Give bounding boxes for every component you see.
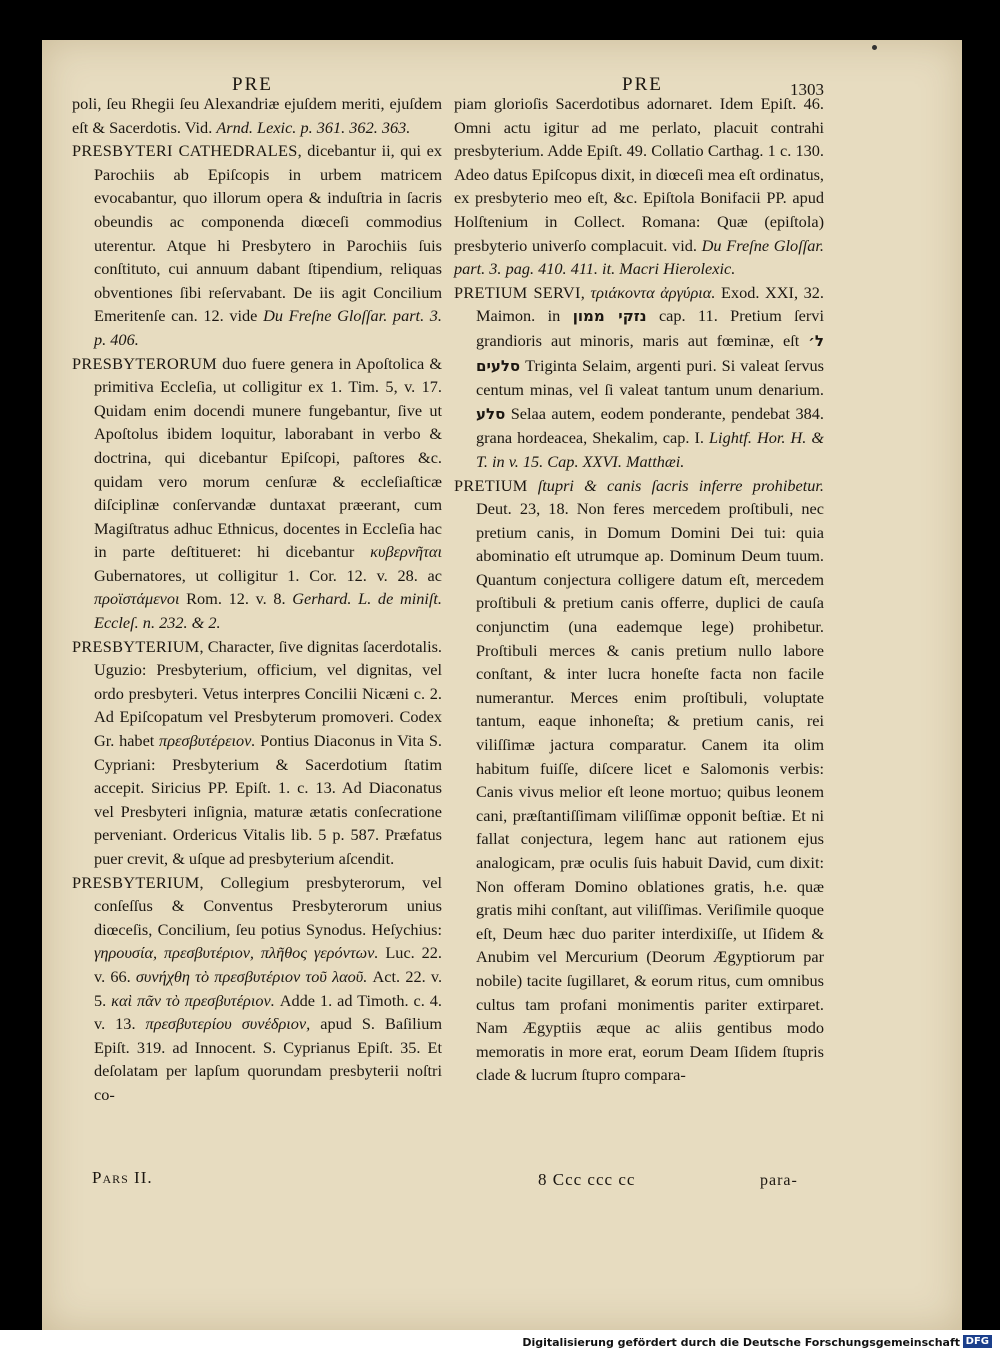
entry-pretium-stupri: PRETIUM ſtupri & canis ſacris inferre prohibetur. Deut. 23, 18. Non feres mercedem proſtibuli, nec pretium canis, in Domum Domini Dei tui: quia abominatio eſt utrumque ap. Dominum Deum tuum. Quantum conjectura colligere datum eſt, mercedem proſtibuli & pretium canis offerre, duplici de cauſa conjunctim (una eademque lege) prohibetur. Proſtibuli merces & canis pretium nullo labore conſtant, & inter lucra honeſte facta non facile numerantur. Merces enim proſtibuli, voluptate tantum, eaque inhoneſta; & pretium canis, rei viliſſimæ jactura comparatur. Canem ita olim habitum fuiſſe, diſcere licet e Salomonis verbis: Canis vivus melior eſt leone mortuo; quibus leonem cani, præſtantiſſimam viliſſimæ opponit beſtiæ. Et ni fallat conjectura, legem hanc aut rationem ejus analogicam, præ oculis ſuis habuit David, cum dixit: Non offeram Domino oblationes gratis, h.e. quæ gratis mihi conſtant, aut viliſſimas. Veriſimile quoque eſt, Deum hæc duo pariter interdixiſſe, ut Iſidem & Anubim vel Mercurium (Deorum Ægyptiorum par nobile) tacite ſugillaret, & eorum ritus, cum omnibus cultus tam profani monimentis pariter extirparet. Nam Ægyptiis æque ac aliis gentibus modo memoratis in more erat, eorum Deam Iſidem ſtupris clade & lucrum ſtupro compara-	[454, 475, 824, 1085]
right-column	[454, 92, 824, 1087]
catchword: para-	[760, 1172, 798, 1189]
page-number: 1303	[790, 80, 824, 99]
signature-mark: 8 Ccc ccc cc	[538, 1170, 636, 1189]
entry-presbyterorum: PRESBYTERORUM duo fuere genera in Apoſtolica & primitiva Eccleſia, ut colligitur ex 1. Tim. 5, v. 17. Quidam enim docendi munere fungebantur, ſive ut Apoſtolus ibidem loquitur, laborabant in verbo & doctrina, qui dicebantur Epiſcopi, paſtores &c. quidam vero morum cenſuræ & eccleſiaſticæ diſciplinæ conſervandæ duntaxat præerant, cum Magiſtratus adhuc Ethnicus, docentes in Eccleſia hac in parte deſtitueret: hi dicebantur κυβερνῆται Gubernatores, ut colligitur 1. Cor. 12. v. 28. ac προϊστάμενοι Rom. 12. v. 8. Gerhard. L. de miniſt. Eccleſ. n. 232. & 2.	[72, 353, 443, 633]
entry-presbyteri-cathedrales: PRESBYTERI CATHEDRALES, dicebantur ii, qui ex Parochiis ab Epiſcopis in urbem matricem evocabantur, quo illorum opera & induſtria in ſacris obeundis ac componenda diœceſi commodius uterentur. Atque hi Presbytero in Parochiis ſuis conſtituto, cui annuum dabant ſtipendium, reliquas obventiones ſibi reſervabant. De iis agit Concilium Emeritenſe can. 12. vide Du Freſne Gloſſar. part. 3. p. 406.	[72, 141, 442, 349]
continuation-paragraph: poli, ſeu Rhegii ſeu Alexandriæ ejuſdem meriti, ejuſdem eſt & Sacerdotis. Vid. Arnd. Lexic. p. 361. 362. 363.	[72, 94, 442, 137]
dfg-logo: DFG	[963, 1335, 992, 1348]
headword: PRESBYTERIUM	[72, 872, 200, 892]
entry-pretium-servi: PRETIUM SERVI, τριάκοντα ἀργύρια. Exod. XXI, 32. Maimon. in נזקי ממון cap. 11. Pretium ſervi grandioris aut minoris, maris aut fœminæ, eſt ל׳ סלעים Triginta Selaim, argenti puri. Si valeat ſervus centum minas, vel ſi valeat tantum unum denarium. סלע Selaa autem, eodem ponderante, pendebat 384. grana hordeacea, Shekalim, cap. I. Lightf. Hor. H. & T. in v. 15. Cap. XXVI. Matthæi.	[454, 282, 824, 471]
volume-mark: Pars II.	[92, 1168, 153, 1187]
entry-presbyterium-character: PRESBYTERIUM, Character, ſive dignitas ſacerdotalis. Uguzio: Presbyterium, officium, vel dignitas, vel ordo presbyteri. Vetus interpres Concilii Nicæni c. 2. Ad Epiſcopatum vel Presbyterum promoveri. Codex Gr. habet πρεσβυτέρειον. Pontius Diaconus in Vita S. Cypriani: Presbyterium & Sacerdotium ſtatim accepit. Siricius PP. Epiſt. 1. c. 13. Ad Diaconatus vel Presbyteri inſignia, maturæ ætatis conſecratione perveniant. Ordericus Vitalis lib. 5 p. 587. Præfatus puer crevit, & uſque ad presbyterium aſcendit.	[72, 636, 442, 868]
headword: PRESBYTERORUM	[72, 353, 218, 373]
right-running-head: PRE	[622, 74, 663, 95]
left-running-head: PRE	[232, 74, 273, 95]
left-column	[72, 92, 442, 1107]
page-speck	[872, 45, 877, 50]
headword: PRESBYTERIUM	[72, 636, 200, 656]
headword: PRESBYTERI CATHEDRALES	[72, 141, 298, 161]
entry-presbyterium-collegium: PRESBYTERIUM, Collegium presbyterorum, vel conſeſſus & Conventus Presbyterorum unius diœceſis, Concilium, ſeu potius Synodus. Heſychius: γηρουσία, πρεσβυτέριον, πλῆθος γερόντων. Luc. 22. v. 66. συνήχθη τὸ πρεσβυτέριον τοῦ λαοῦ. Act. 22. v. 5. καὶ πᾶν τὸ πρεσβυτέριον. Adde 1. ad Timoth. c. 4. v. 13. πρεσβυτερίου συνέδριον, apud S. Baſilium Epiſt. 319. ad Innocent. S. Cyprianus Epiſt. 35. Et deſolatam per lapſum quorundam presbyterii noſtri co-	[72, 872, 443, 1104]
headword: PRETIUM	[454, 475, 528, 495]
funding-banner	[0, 1330, 1000, 1358]
continuation-paragraph: piam glorioſis Sacerdotibus adornaret. Idem Epiſt. 46. Omni actu igitur ad me perlato, placuit contrahi presbyterium. Adde Epiſt. 49. Collatio Carthag. 1 c. 130. Adeo datus Epiſcopus dixit, in diœceſi mea eſt ordinatus, ex presbyterio meo eſt, &c. Epiſtola Bonifacii PP. apud Holſtenium in Collect. Romana: Quæ (epiſtola) presbyterio univerſo complacuit. vid. Du Freſne Gloſſar. part. 3. pag. 410. 411. it. Macri Hierolexic.	[454, 94, 824, 279]
headword: PRETIUM SERVI	[454, 282, 581, 302]
funding-text: Digitalisierung gefördert durch die Deutsche Forschungsgemeinschaft	[522, 1336, 960, 1349]
